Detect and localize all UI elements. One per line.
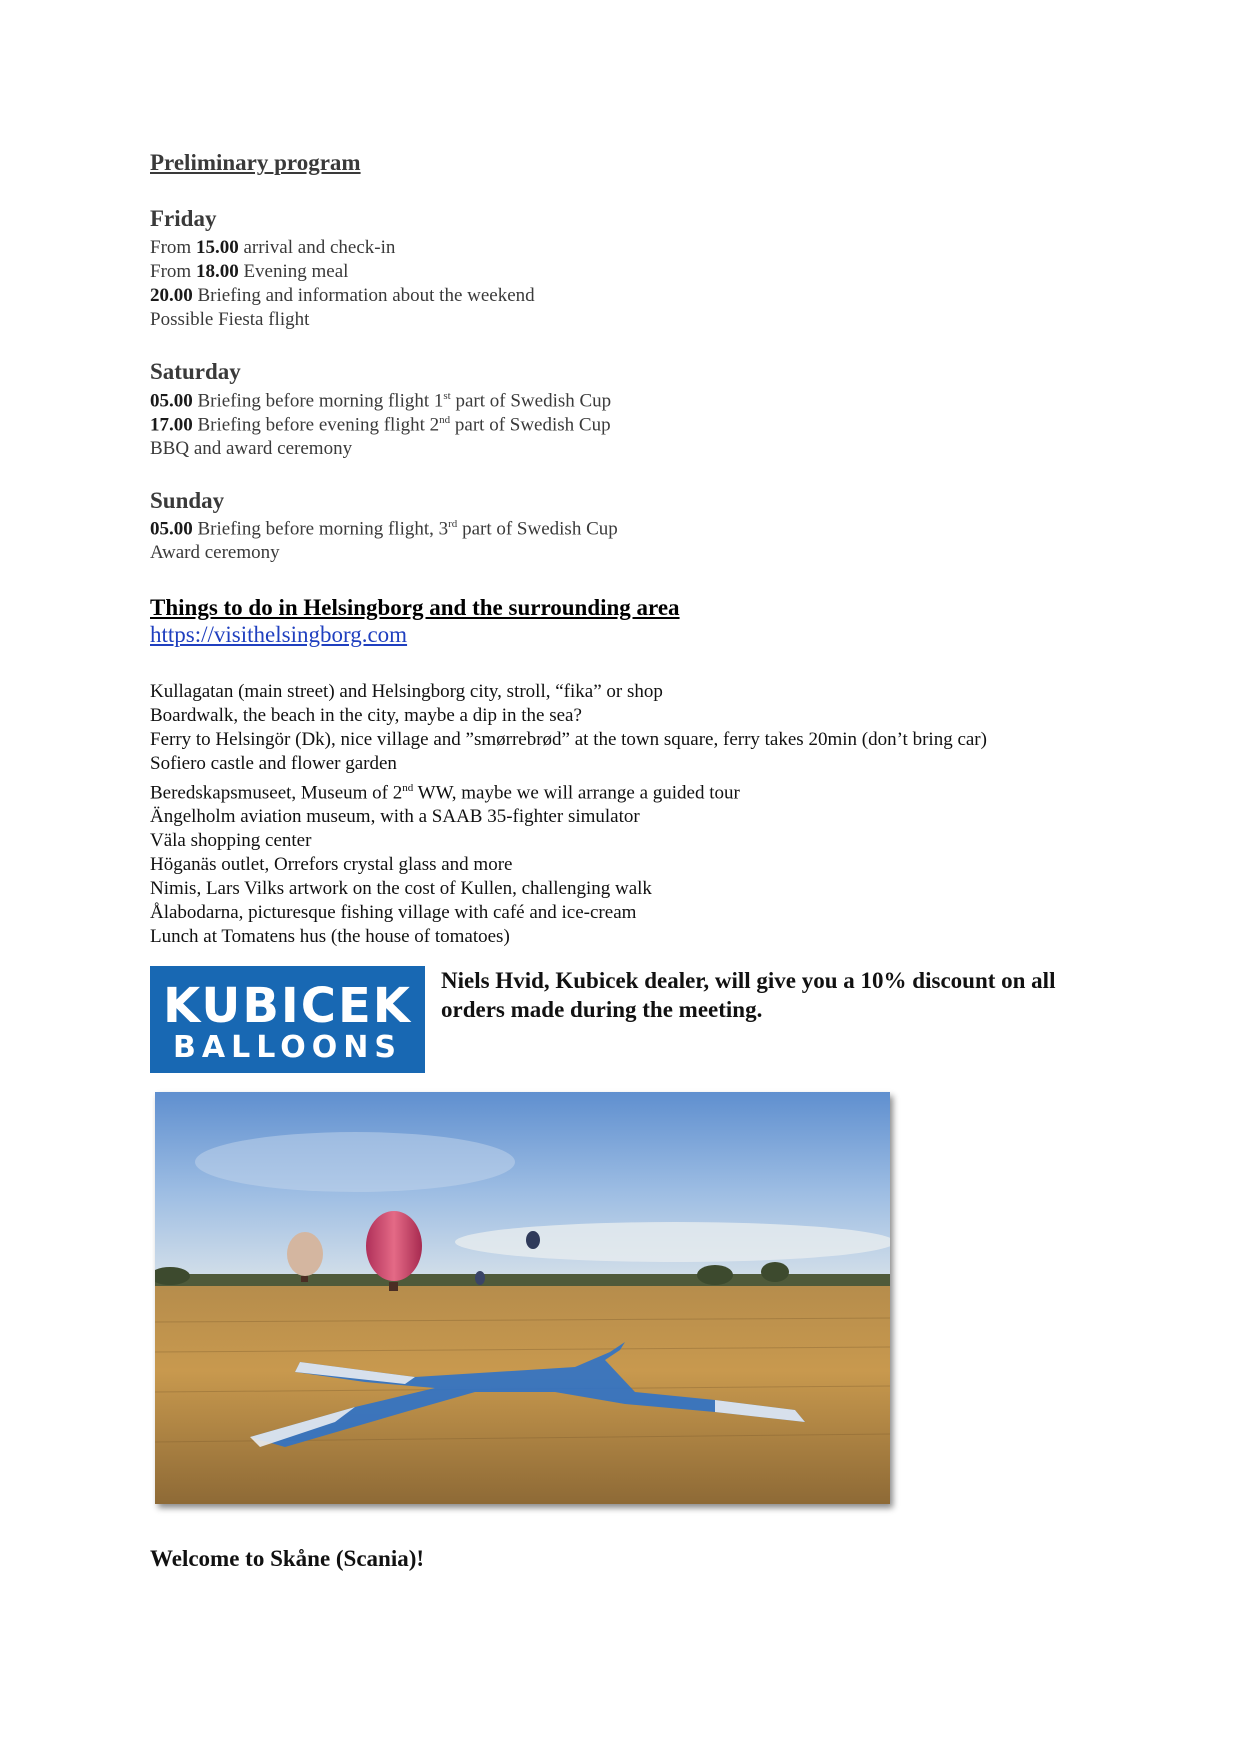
list-item: Kullagatan (main street) and Helsingborg city, stroll, “fika” or shop: [150, 681, 663, 702]
list-item: Lunch at Tomatens hus (the house of tomatoes): [150, 926, 510, 948]
program-title: Preliminary program: [150, 150, 361, 175]
activities-list: [150, 680, 987, 949]
list-item: Ängelholm aviation museum, with a SAAB 35-fighter simulator: [150, 806, 640, 828]
saturday-line-2: 17.00 Briefing before evening flight 2nd part of Swedish Cup: [150, 414, 611, 436]
list-item: Sofiero castle and flower garden: [150, 753, 397, 774]
welcome-text: Welcome to Skåne (Scania)!: [150, 1546, 425, 1571]
list-item: Väla shopping center: [150, 830, 312, 852]
discount-promo: Niels Hvid, Kubicek dealer, will give you a 10% discount on all orders made during the meeting.: [441, 968, 1056, 1022]
things-title: Things to do in Helsingborg and the surrounding area: [150, 595, 680, 620]
friday-heading: Friday: [150, 206, 217, 231]
friday-line-2: From 18.00 Evening meal: [150, 261, 349, 282]
list-item: Höganäs outlet, Orrefors crystal glass and more: [150, 854, 513, 876]
list-item: Ferry to Helsingör (Dk), nice village and ”smørrebrød” at the town square, ferry takes 20min (don’t bring car): [150, 729, 987, 750]
sunday-line-2: Award ceremony: [150, 542, 280, 563]
list-item: Beredskapsmuseet, Museum of 2nd WW, maybe we will arrange a guided tour: [150, 782, 740, 804]
visit-helsingborg-link[interactable]: https://visithelsingborg.com: [150, 622, 408, 647]
friday-line-3: 20.00 Briefing and information about the weekend: [150, 285, 535, 306]
saturday-line-3: BBQ and award ceremony: [150, 438, 353, 459]
list-item: Nimis, Lars Vilks artwork on the cost of Kullen, challenging walk: [150, 878, 652, 900]
friday-line-4: Possible Fiesta flight: [150, 309, 310, 330]
kubicek-logo: [150, 966, 425, 1073]
logo-text-bottom: BALLOONS: [173, 1030, 402, 1065]
saturday-heading: Saturday: [150, 359, 241, 384]
list-item: Boardwalk, the beach in the city, maybe a dip in the sea?: [150, 705, 582, 726]
friday-line-1: From 15.00 arrival and check-in: [150, 237, 396, 258]
balloon-field-photo: [155, 1092, 890, 1504]
list-item: Ålabodarna, picturesque fishing village with café and ice-cream: [150, 902, 637, 924]
logo-text-top: KUBICEK: [163, 978, 412, 1034]
sunday-heading: Sunday: [150, 488, 225, 513]
saturday-line-1: 05.00 Briefing before morning flight 1st part of Swedish Cup: [150, 390, 612, 412]
sunday-line-1: 05.00 Briefing before morning flight, 3rd part of Swedish Cup: [150, 518, 618, 540]
